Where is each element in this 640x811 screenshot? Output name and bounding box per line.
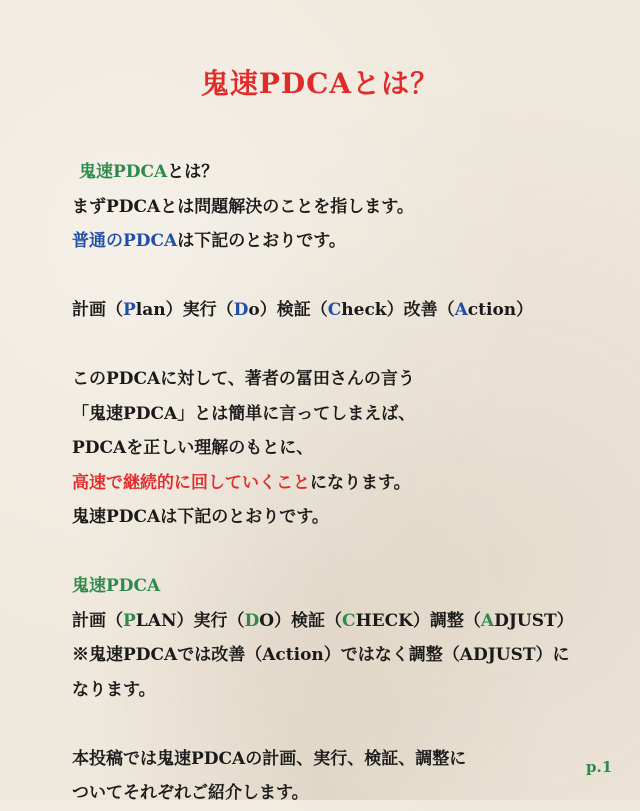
para2-line-1: このPDCAに対して、著者の冨田さんの言う xyxy=(72,369,415,389)
para2-line-4-highlight: 高速で継続的に回していくこと xyxy=(72,472,310,493)
intro-heading-rest: とは？ xyxy=(167,162,219,182)
oni-heading: 鬼速PDCA xyxy=(72,576,161,596)
oni-note-2: なります。 xyxy=(72,679,156,700)
intro-line-2: まずPDCAとは問題解決のことを指します。 xyxy=(72,196,414,217)
page-number: p.1 xyxy=(586,758,613,776)
oni-note-1: ※鬼速PDCAでは改善（Action）ではなく調整（ADJUST）に xyxy=(72,645,570,665)
intro-heading-highlight: 鬼速PDCA xyxy=(79,162,168,182)
para2-line-5: 鬼速PDCAは下記のとおりです。 xyxy=(72,507,329,527)
pdca-letter-a: A xyxy=(454,300,468,320)
pdca-letter-c: C xyxy=(327,300,342,320)
para2-line-4 xyxy=(72,466,612,501)
pdca-text-5: ction） xyxy=(467,300,534,320)
pdca-text-4: heck）改善（ xyxy=(341,300,455,320)
oni-text-2: LAN）実行（ xyxy=(135,610,245,631)
pdca-letter-d: D xyxy=(233,300,249,320)
para2-line-3: PDCAを正しい理解のもとに、 xyxy=(72,438,314,458)
closing-line-1: 本投稿では鬼速PDCAの計画、実行、検証、調整に xyxy=(72,748,467,769)
pdca-letter-p: P xyxy=(123,300,136,320)
body-text xyxy=(72,155,612,811)
pdca-line xyxy=(72,293,612,328)
oni-letter-a: A xyxy=(480,610,495,631)
para2-line-2: 「鬼速PDCA」とは簡単に言ってしまえば、 xyxy=(72,403,416,424)
oni-letter-p: P xyxy=(123,610,136,631)
para2-line-4-rest: になります。 xyxy=(310,472,411,493)
pdca-text-1: 計画（ xyxy=(72,300,123,320)
intro-line-3-highlight: 普通のPDCA xyxy=(72,231,178,251)
page-title: 鬼速PDCAとは？ xyxy=(200,67,440,100)
oni-text-4: HECK）調整（ xyxy=(355,610,481,631)
intro-line-3-rest: は下記のとおりです。 xyxy=(177,231,346,251)
oni-pdca-line xyxy=(72,604,612,639)
closing-line-2: ついてそれぞれご紹介します。 xyxy=(72,783,309,803)
pdca-text-3: o）検証（ xyxy=(248,300,328,320)
intro-heading-line xyxy=(72,155,612,190)
oni-letter-d: D xyxy=(244,610,260,631)
oni-text-5: DJUST） xyxy=(494,610,574,631)
oni-text-3: O）検証（ xyxy=(259,610,343,631)
intro-line-3 xyxy=(72,224,612,259)
pdca-text-2: lan）実行（ xyxy=(135,300,234,320)
oni-text-1: 計画（ xyxy=(72,610,123,631)
oni-letter-c: C xyxy=(342,610,356,631)
